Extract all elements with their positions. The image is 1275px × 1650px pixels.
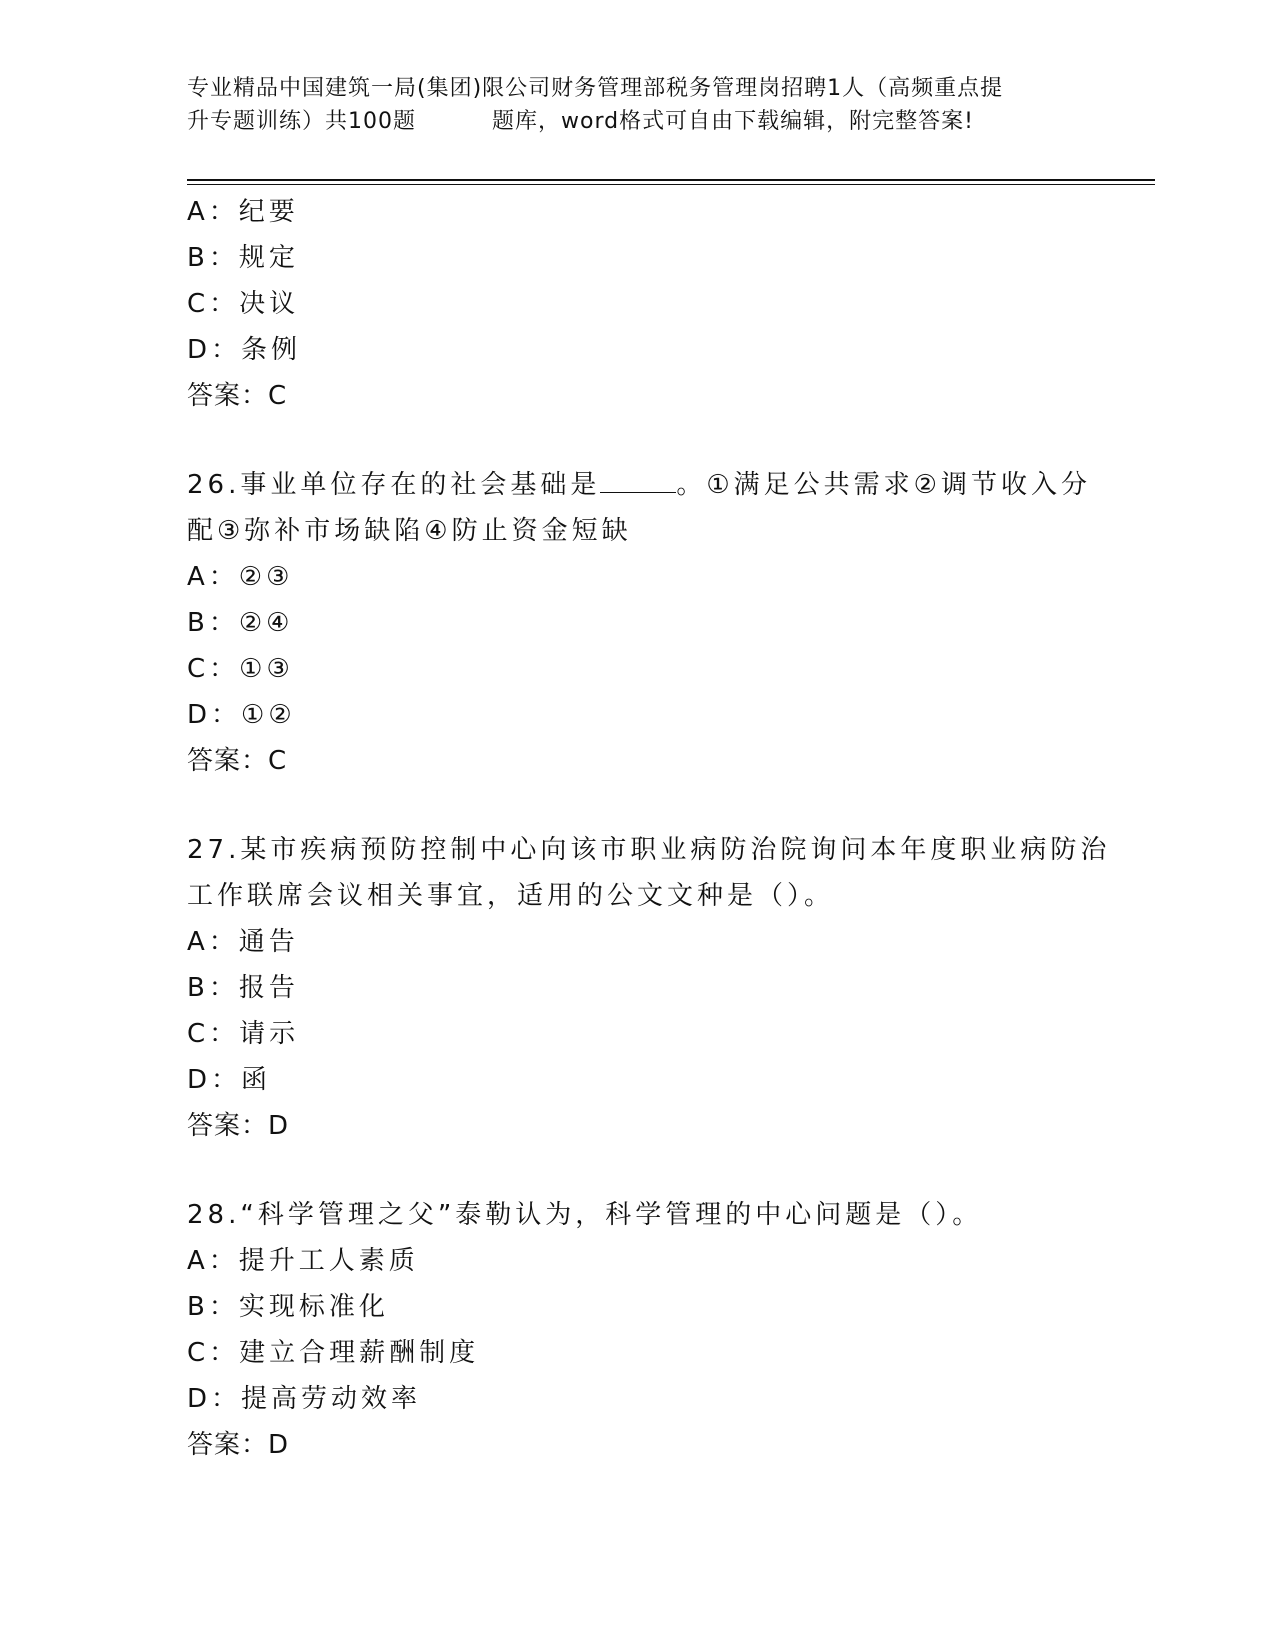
option-d: D：函	[187, 1065, 272, 1095]
header-title-line-2-right: 题库，word格式可自由下载编辑，附完整答案!	[492, 109, 974, 134]
document-header	[187, 72, 1087, 138]
option-b: B：②④	[187, 608, 294, 638]
answer-line: 答案：C	[187, 381, 288, 411]
stem-text: 工作联席会议相关事宜，适用的公文文种是（）。	[187, 881, 835, 911]
fill-blank	[600, 470, 676, 493]
question-26	[187, 462, 1091, 784]
option-a: A：②③	[187, 562, 294, 592]
option-c: C：请示	[187, 1019, 300, 1049]
option-d: D：①②	[187, 700, 296, 730]
question-25	[187, 189, 1087, 419]
question-stem	[187, 1192, 1087, 1238]
header-divider-thin	[187, 184, 1155, 185]
stem-text: 28.“科学管理之父”泰勒认为，科学管理的中心问题是（）。	[187, 1200, 983, 1230]
option-a: A：提升工人素质	[187, 1246, 419, 1276]
stem-text: 配③弥补市场缺陷④防止资金短缺	[187, 516, 632, 546]
header-divider-thick	[187, 179, 1155, 181]
option-b: B：实现标准化	[187, 1292, 389, 1322]
stem-text: 26.事业单位存在的社会基础是	[187, 470, 601, 500]
question-stem	[187, 462, 1091, 554]
stem-text: 。①满足公共需求②调节收入分	[676, 470, 1091, 500]
question-28	[187, 1192, 1087, 1468]
question-list	[187, 189, 1111, 1468]
question-27	[187, 827, 1111, 1149]
option-a: A：通告	[187, 927, 299, 957]
option-b: B：报告	[187, 973, 299, 1003]
answer-line: 答案：C	[187, 746, 288, 776]
stem-text: 27.某市疾病预防控制中心向该市职业病防治院询问本年度职业病防治	[187, 835, 1111, 865]
option-c: C：①③	[187, 654, 294, 684]
header-title-line-1: 专业精品中国建筑一局(集团)限公司财务管理部税务管理岗招聘1人（高频重点提	[187, 76, 1004, 101]
header-title-line-2	[187, 105, 1087, 138]
answer-line: 答案：D	[187, 1430, 290, 1460]
answer-line: 答案：D	[187, 1111, 290, 1141]
option-c: C：决议	[187, 289, 300, 319]
header-title-line-2-left: 升专题训练）共100题	[187, 109, 416, 134]
question-stem	[187, 827, 1111, 919]
option-b: B：规定	[187, 243, 299, 273]
option-c: C：建立合理薪酬制度	[187, 1338, 480, 1368]
option-d: D：条例	[187, 335, 302, 365]
option-a: A：纪要	[187, 197, 299, 227]
option-d: D：提高劳动效率	[187, 1384, 422, 1414]
